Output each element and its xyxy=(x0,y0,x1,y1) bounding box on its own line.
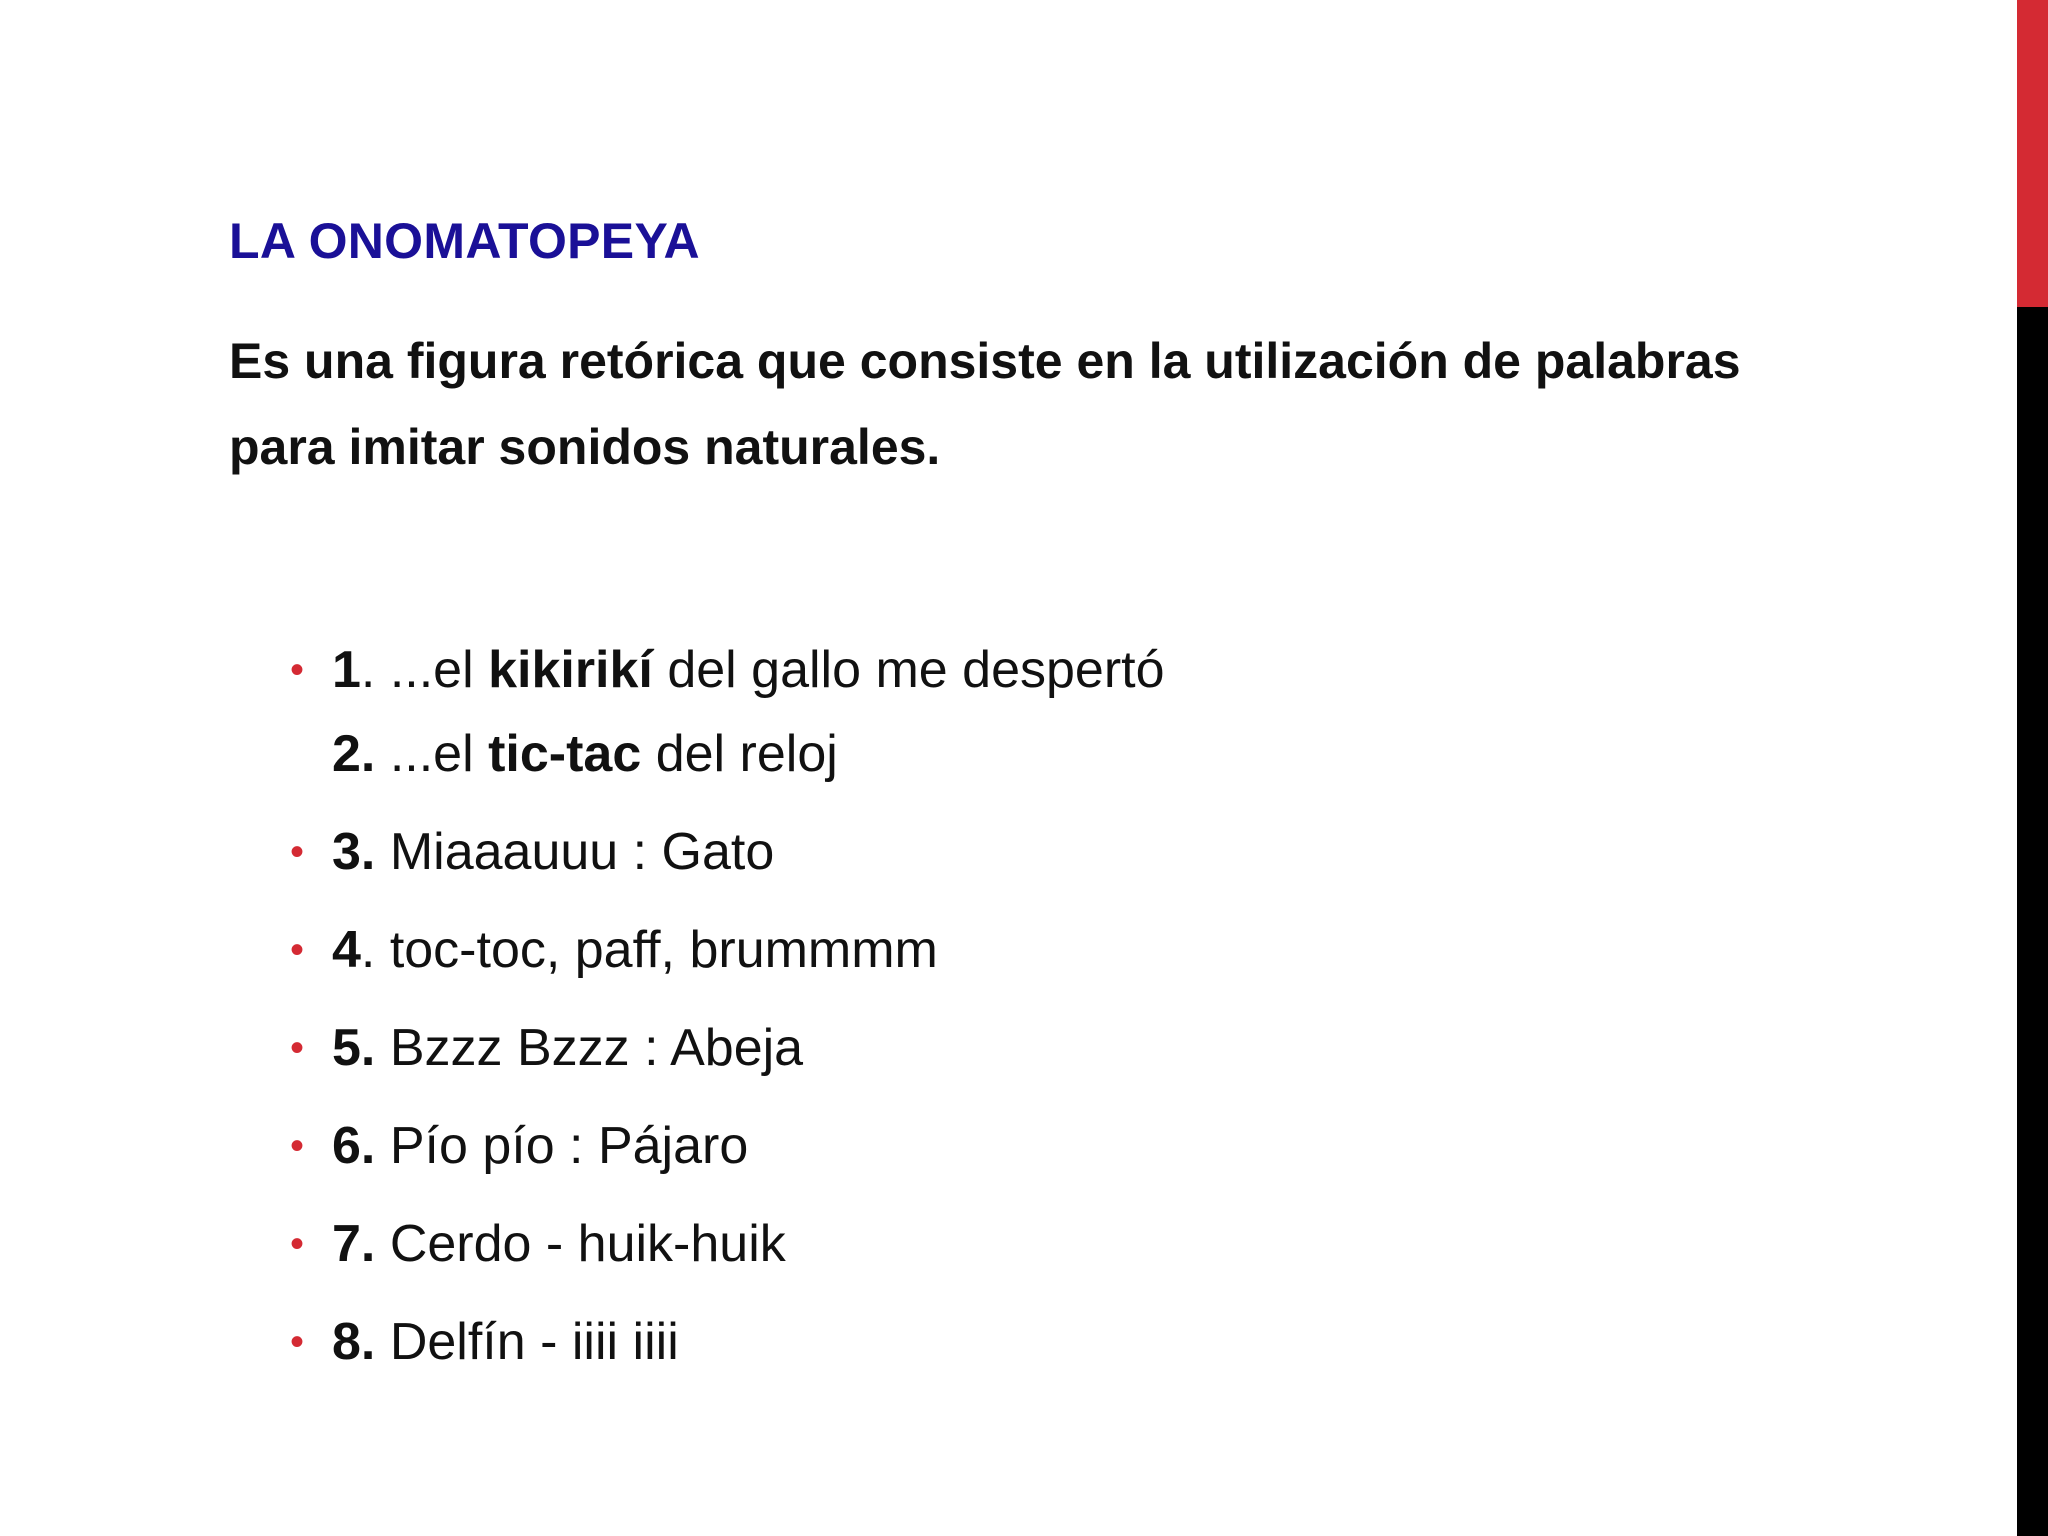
definition-text: Es una figura retórica que consiste en la utilización de palabras para imitar sonidos naturales. xyxy=(229,333,1741,475)
list-item xyxy=(290,908,1165,992)
bullet-icon: • xyxy=(290,1124,305,1168)
bullet-icon: • xyxy=(290,928,305,972)
bullet-icon: • xyxy=(290,1222,305,1266)
text-segment: Delfín - iiii iiii xyxy=(375,1313,679,1371)
bullet-icon: • xyxy=(290,1320,305,1364)
list-item xyxy=(290,628,1165,796)
examples-list xyxy=(290,628,1165,1398)
list-item-line xyxy=(332,1202,1165,1286)
bold-text: 6. xyxy=(332,1117,376,1175)
text-segment: Pío pío : Pájaro xyxy=(375,1117,749,1175)
text-segment: ...el xyxy=(375,725,489,783)
list-item-line xyxy=(332,810,1165,894)
list-item-line xyxy=(332,1300,1165,1384)
text-segment: . toc-toc, paff, brummmm xyxy=(360,921,938,979)
bullet-icon: • xyxy=(290,648,305,692)
list-item-line xyxy=(332,1006,1165,1090)
list-item xyxy=(290,1104,1165,1188)
side-bar xyxy=(2017,0,2048,1536)
list-item xyxy=(290,1300,1165,1384)
list-item-line xyxy=(332,908,1165,992)
slide-title: LA ONOMATOPEYA xyxy=(229,213,700,269)
text-segment: . ...el xyxy=(360,641,489,699)
list-item xyxy=(290,1006,1165,1090)
text-segment: del reloj xyxy=(641,725,838,783)
bold-text: tic-tac xyxy=(488,725,642,783)
side-bar-accent xyxy=(2017,0,2048,307)
text-segment: del gallo me despertó xyxy=(652,641,1165,699)
list-item xyxy=(290,1202,1165,1286)
bold-text: 2. xyxy=(332,725,376,783)
list-item-line xyxy=(332,628,1165,712)
bullet-icon: • xyxy=(290,1026,305,1070)
bold-text: 1 xyxy=(332,641,361,699)
bullet-icon: • xyxy=(290,830,305,874)
text-segment: Bzzz Bzzz : Abeja xyxy=(375,1019,804,1077)
list-item xyxy=(290,810,1165,894)
bold-text: 8. xyxy=(332,1313,376,1371)
text-segment: Cerdo - huik-huik xyxy=(375,1215,786,1273)
bold-text: kikirikí xyxy=(488,641,653,699)
text-segment: Miaaauuu : Gato xyxy=(375,823,775,881)
bold-text: 4 xyxy=(332,921,361,979)
bold-text: 5. xyxy=(332,1019,376,1077)
list-item-line xyxy=(332,1104,1165,1188)
bold-text: 3. xyxy=(332,823,376,881)
bold-text: 7. xyxy=(332,1215,376,1273)
list-item-line xyxy=(332,712,1165,796)
